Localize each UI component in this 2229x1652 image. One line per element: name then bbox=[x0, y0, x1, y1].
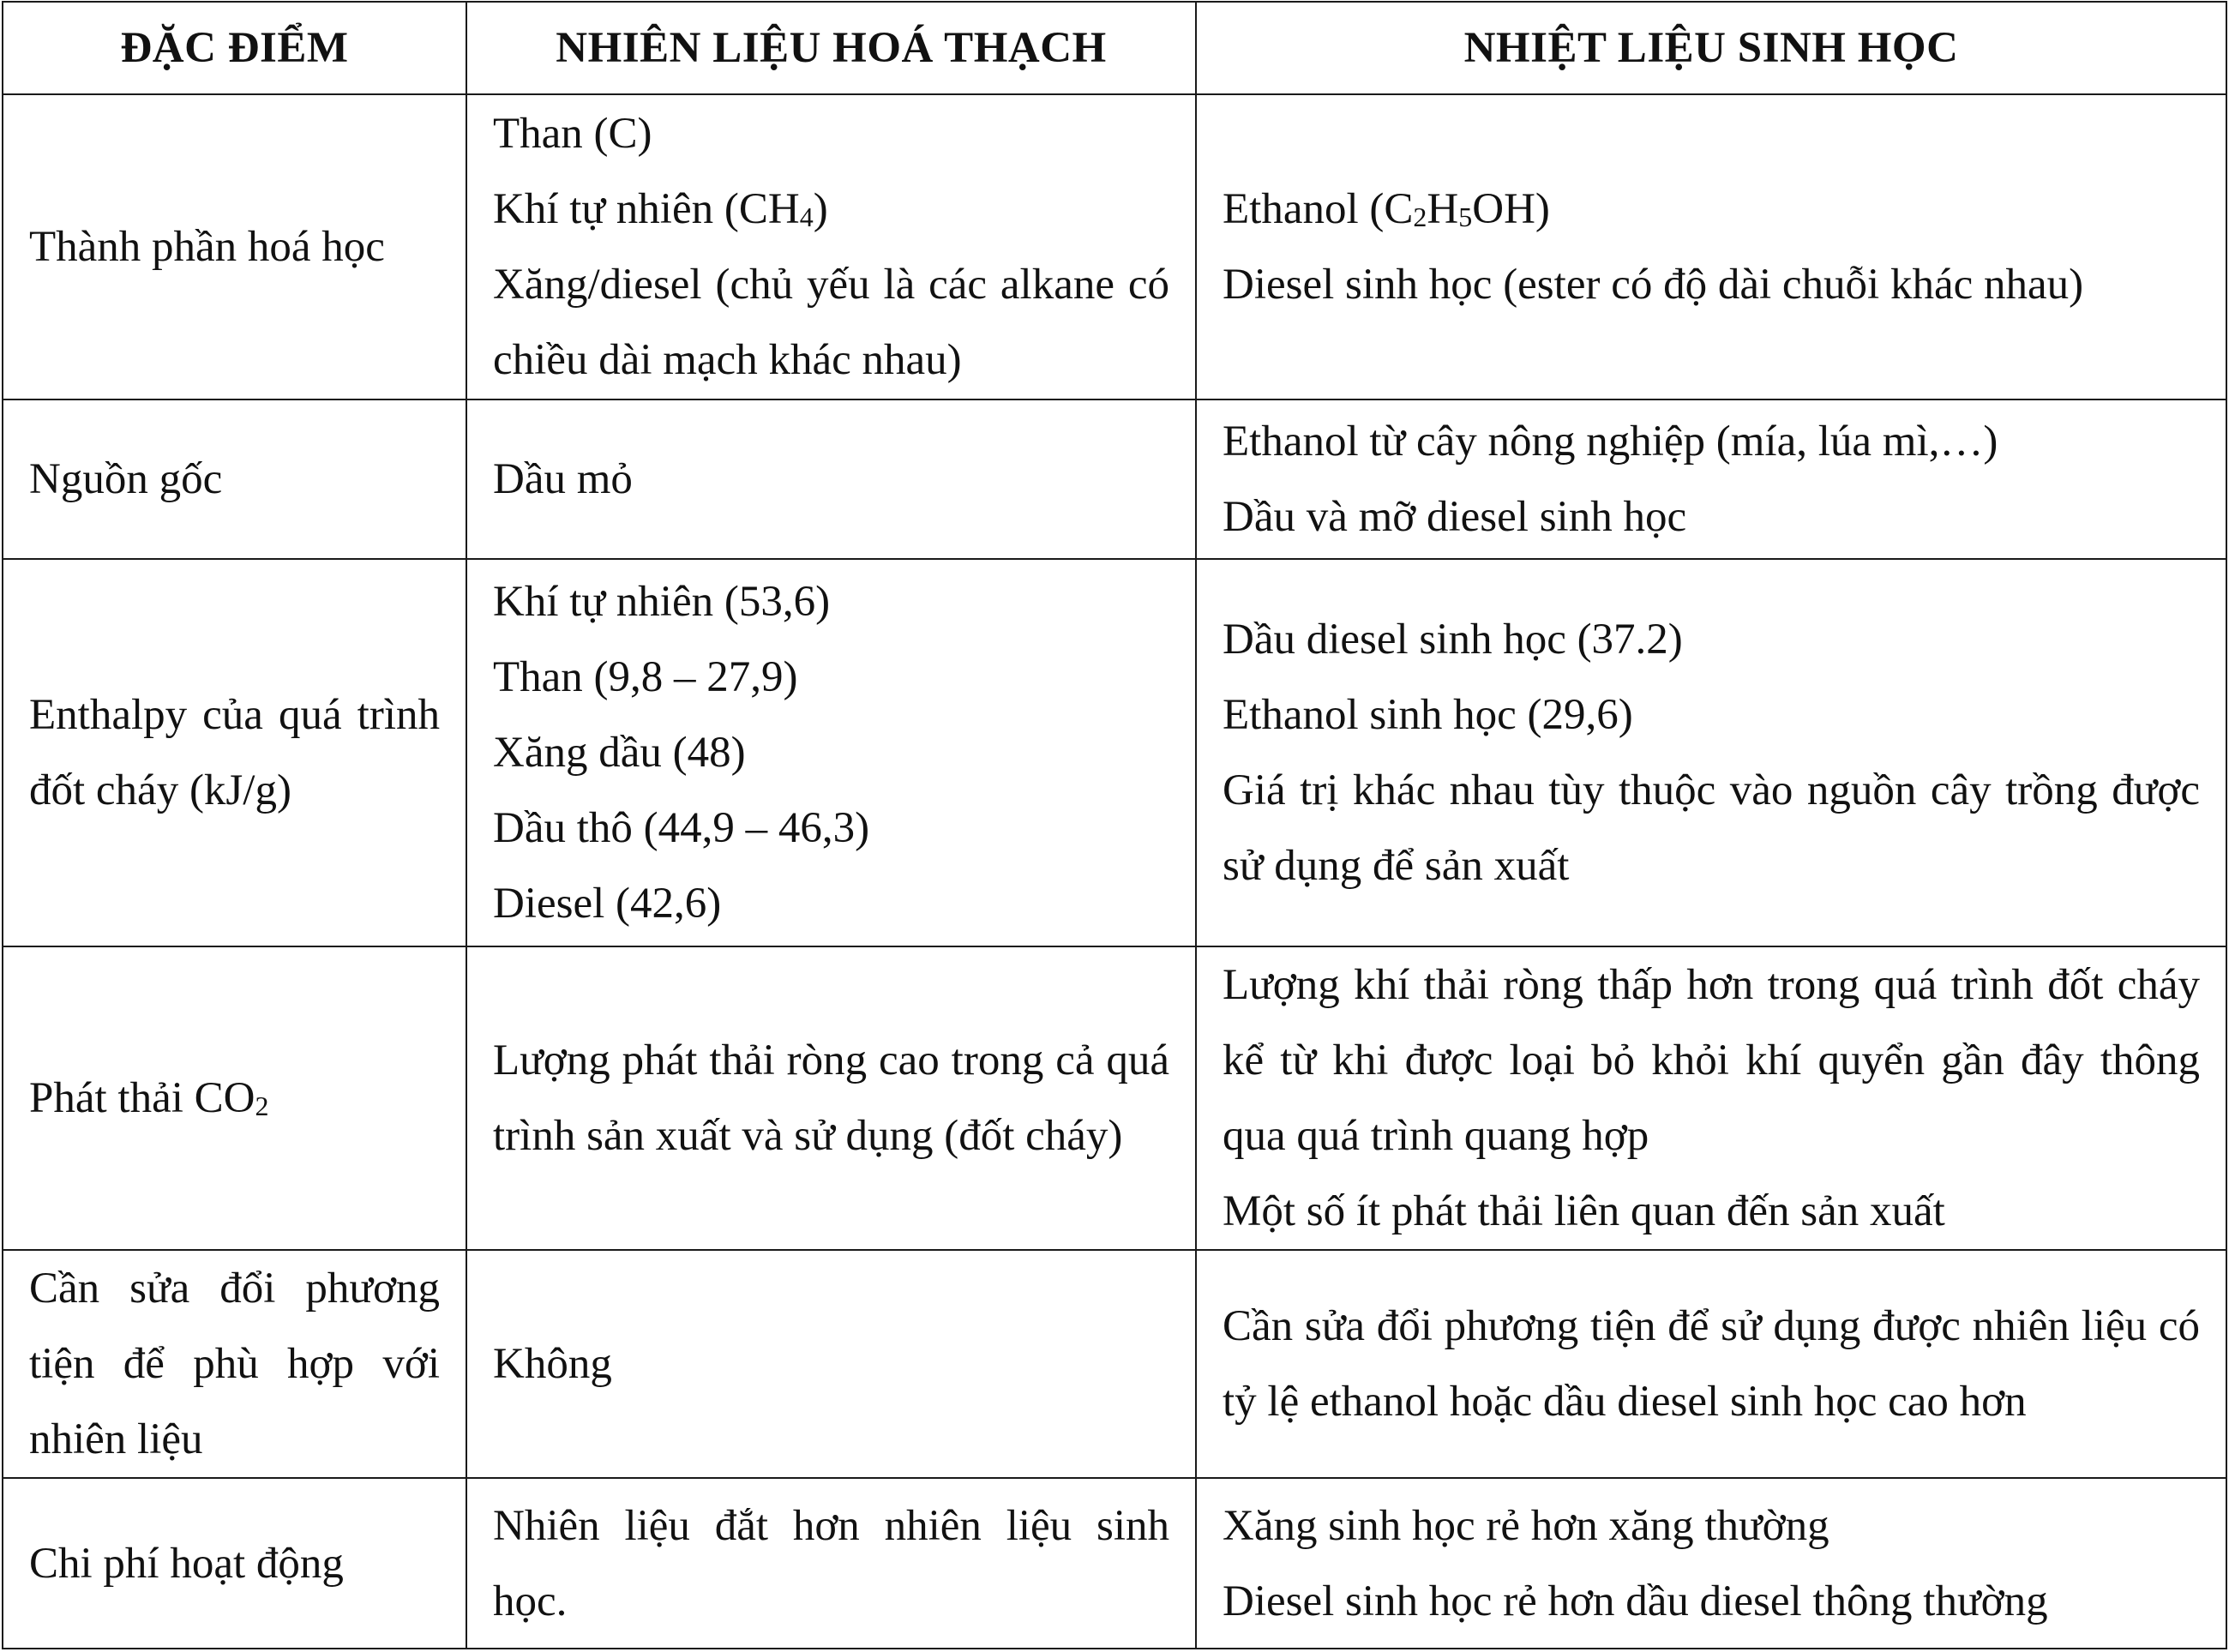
header-fossil-fuel: NHIÊN LIỆU HOÁ THẠCH bbox=[466, 2, 1196, 94]
comparison-table bbox=[2, 1, 2227, 1649]
table-row-operating-cost bbox=[3, 1478, 2226, 1649]
feature-cell: Chi phí hoạt động bbox=[3, 1478, 466, 1649]
biofuel-cell: Lượng khí thải ròng thấp hơn trong quá trình đốt cháy kể từ khi được loại bỏ khỏi khí quyển gần đây thông qua quá trình quang hợp Một số ít phát thải liên quan đến sản xuất bbox=[1196, 946, 2226, 1250]
feature-cell: Phát thải $CO_2$ bbox=[3, 946, 466, 1250]
feature-cell: Cần sửa đổi phương tiện để phù hợp với nhiên liệu bbox=[3, 1250, 466, 1478]
table-row-enthalpy bbox=[3, 559, 2226, 946]
fossil-cell: Khí tự nhiên (53,6) Than (9,8 – 27,9) Xăng dầu (48) Dầu thô (44,9 – 46,3) Diesel (42,6) bbox=[466, 559, 1196, 946]
fossil-cell: Dầu mỏ bbox=[466, 399, 1196, 559]
table-row-origin bbox=[3, 399, 2226, 559]
header-row bbox=[3, 2, 2226, 94]
table-row-vehicle-modification bbox=[3, 1250, 2226, 1478]
feature-cell: Enthalpy của quá trình đốt cháy (kJ/g) bbox=[3, 559, 466, 946]
table-row-composition bbox=[3, 94, 2226, 399]
fossil-cell: Than (C) Khí tự nhiên $(CH_4)$ Xăng/diesel (chủ yếu là các alkane có chiều dài mạch khác nhau) bbox=[466, 94, 1196, 399]
header-biofuel: NHIỆT LIỆU SINH HỌC bbox=[1196, 2, 2226, 94]
fossil-cell: Nhiên liệu đắt hơn nhiên liệu sinh học. bbox=[466, 1478, 1196, 1649]
fossil-cell: Lượng phát thải ròng cao trong cả quá trình sản xuất và sử dụng (đốt cháy) bbox=[466, 946, 1196, 1250]
biofuel-cell: Cần sửa đổi phương tiện để sử dụng được nhiên liệu có tỷ lệ ethanol hoặc dầu diesel sinh học cao hơn bbox=[1196, 1250, 2226, 1478]
biofuel-cell: Ethanol từ cây nông nghiệp (mía, lúa mì,…) Dầu và mỡ diesel sinh học bbox=[1196, 399, 2226, 559]
feature-cell: Thành phần hoá học bbox=[3, 94, 466, 399]
feature-cell: Nguồn gốc bbox=[3, 399, 466, 559]
biofuel-cell: Xăng sinh học rẻ hơn xăng thường Diesel sinh học rẻ hơn dầu diesel thông thường bbox=[1196, 1478, 2226, 1649]
biofuel-cell: Dầu diesel sinh học (37.2) Ethanol sinh học (29,6) Giá trị khác nhau tùy thuộc vào nguồn cây trồng được sử dụng để sản xuất bbox=[1196, 559, 2226, 946]
header-feature: ĐẶC ĐIỂM bbox=[3, 2, 466, 94]
biofuel-cell: Ethanol $(C_2H_5OH)$ Diesel sinh học (ester có độ dài chuỗi khác nhau) bbox=[1196, 94, 2226, 399]
table-row-co2-emission bbox=[3, 946, 2226, 1250]
fossil-cell: Không bbox=[466, 1250, 1196, 1478]
